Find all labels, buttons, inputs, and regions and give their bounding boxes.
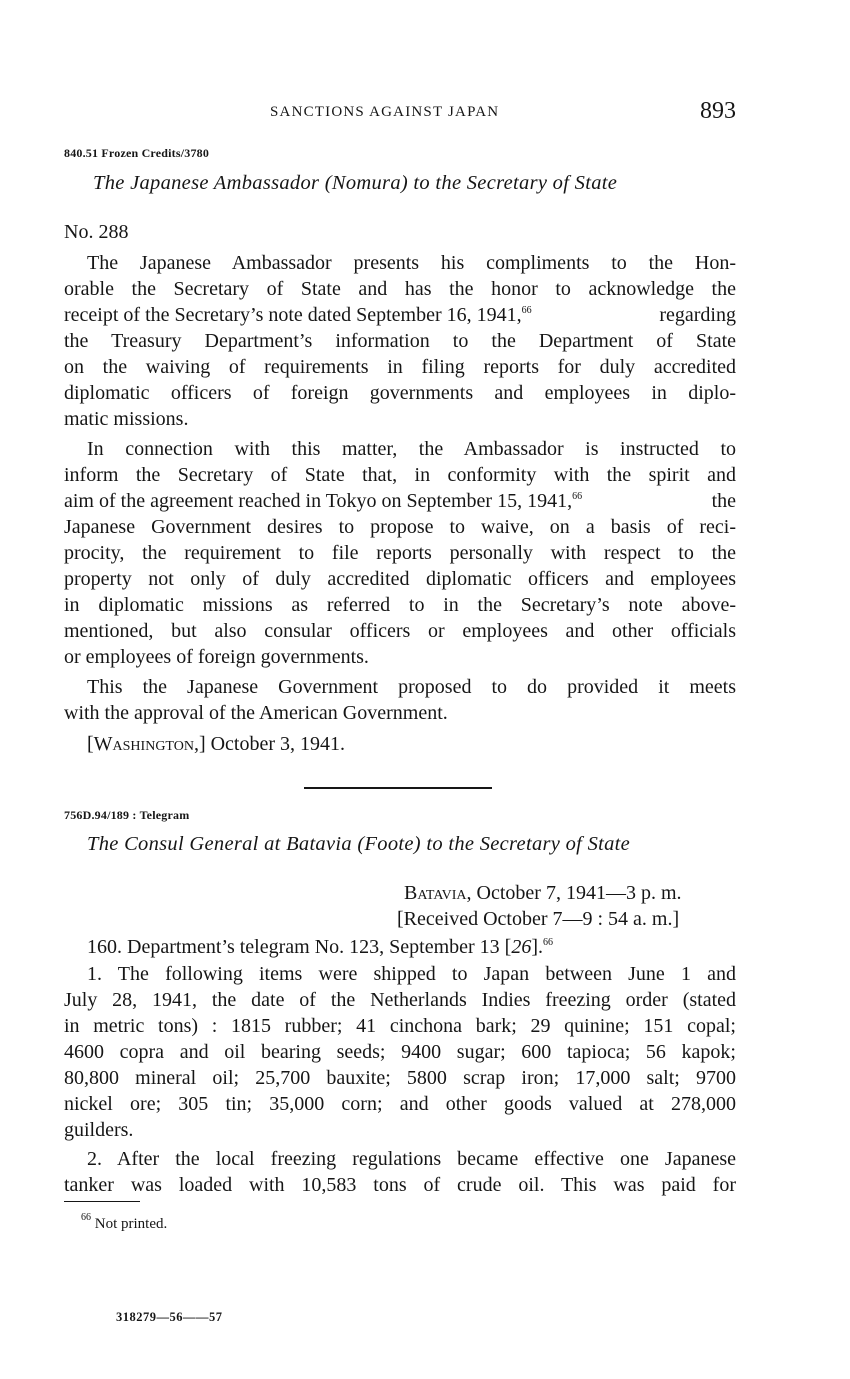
dateline-date: October 3, 1941.: [210, 733, 346, 755]
text-line: In connection with this matter, the Ambassador is instructed to: [87, 438, 736, 460]
text-line: in diplomatic missions as referred to in the Secretary’s note above-: [64, 594, 736, 616]
section-divider: [304, 787, 492, 789]
text-fragment: regarding: [659, 304, 736, 326]
text-line: tanker was loaded with 10,583 tons of crude oil. This was paid for: [64, 1174, 736, 1196]
text-line: 80,800 mineral oil; 25,700 bauxite; 5800 scrap iron; 17,000 salt; 9700: [64, 1067, 736, 1089]
text-fragment: aim of the agreement reached in Tokyo on September 15, 1941,: [64, 490, 573, 512]
text-line: orable the Secretary of State and has the honor to acknowledge the: [64, 278, 736, 300]
text-line: on the waiving of requirements in filing reports for duly accredited: [64, 356, 736, 378]
text-fragment: the: [711, 490, 736, 512]
text-line: diplomatic officers of foreign governments and employees in diplo-: [64, 382, 736, 404]
doc1-paragraph-2: [64, 436, 736, 670]
doc1-paragraph-1: [64, 250, 736, 432]
text-line: guilders.: [64, 1119, 134, 1141]
doc2-received-line: [Received October 7—9 : 54 a. m.]: [397, 908, 680, 930]
text-line: Japanese Government desires to propose to waive, on a basis of reci-: [64, 516, 736, 538]
footnote-reference: 66: [543, 937, 554, 948]
doc1-paragraph-3: [64, 674, 736, 726]
footnote-reference: 66: [521, 305, 532, 316]
italic-date: 26: [511, 936, 532, 958]
doc1-file-reference: 840.51 Frozen Credits/3780: [64, 146, 210, 160]
text-line: property not only of duly accredited diplomatic officers and employees: [64, 568, 736, 590]
footnote-rule: [64, 1201, 140, 1202]
doc2-paragraph-0: [87, 934, 553, 960]
running-head-title: SANCTIONS AGAINST JAPAN: [270, 104, 500, 120]
text-line: or employees of foreign governments.: [64, 646, 369, 668]
text-line: [64, 302, 736, 328]
running-head: [64, 98, 736, 132]
text-line: 2. After the local freezing regulations became effective one Japanese: [87, 1148, 736, 1170]
doc1-number: No. 288: [64, 221, 129, 243]
footnote-text: Not printed.: [94, 1216, 168, 1232]
doc2-dateline: [404, 880, 682, 906]
text-line: the Treasury Department’s information to the Department of State: [64, 330, 736, 352]
footnote: [81, 1212, 168, 1233]
text-line: with the approval of the American Government.: [64, 702, 448, 724]
text-line: inform the Secretary of State that, in conformity with the spirit and: [64, 464, 736, 486]
dateline-place: [Washington,]: [87, 733, 206, 755]
text-line: 4600 copra and oil bearing seeds; 9400 sugar; 600 tapioca; 56 kapok;: [64, 1041, 736, 1063]
text-line: [64, 488, 736, 514]
text-line: This the Japanese Government proposed to do provided it meets: [87, 676, 736, 698]
doc1-dateline: [87, 731, 345, 757]
text-fragment: receipt of the Secretary’s note dated September 16, 1941,: [64, 304, 522, 326]
footnote-reference: 66: [572, 491, 583, 502]
printer-imprint: 318279—56——57: [116, 1310, 223, 1324]
doc2-file-reference: 756D.94/189 : Telegram: [64, 808, 190, 822]
text-line: in metric tons) : 1815 rubber; 41 cinchona bark; 29 quinine; 151 copal;: [64, 1015, 736, 1037]
text-line: nickel ore; 305 tin; 35,000 corn; and other goods valued at 278,000: [64, 1093, 736, 1115]
text-line: 1. The following items were shipped to Japan between June 1 and: [87, 963, 736, 985]
text-fragment: ].: [531, 936, 544, 958]
dateline-place: Batavia,: [404, 882, 472, 904]
footnote-mark: 66: [81, 1212, 91, 1223]
text-line: The Japanese Ambassador presents his compliments to the Hon-: [87, 252, 736, 274]
page-number: 893: [700, 98, 736, 124]
doc1-title: The Japanese Ambassador (Nomura) to the Secretary of State: [93, 172, 618, 194]
doc2-paragraph-1: [64, 961, 736, 1143]
doc2-paragraph-2: [64, 1146, 736, 1198]
text-line: mentioned, but also consular officers or employees and other officials: [64, 620, 736, 642]
text-line: July 28, 1941, the date of the Netherlands Indies freezing order (stated: [64, 989, 736, 1011]
dateline-date: October 7, 1941—3 p. m.: [476, 882, 682, 904]
doc2-title: The Consul General at Batavia (Foote) to the Secretary of State: [87, 833, 631, 855]
text-line: procity, the requirement to file reports personally with respect to the: [64, 542, 736, 564]
text-fragment: 160. Department’s telegram No. 123, September 13 [: [87, 936, 512, 958]
text-line: matic missions.: [64, 408, 189, 430]
